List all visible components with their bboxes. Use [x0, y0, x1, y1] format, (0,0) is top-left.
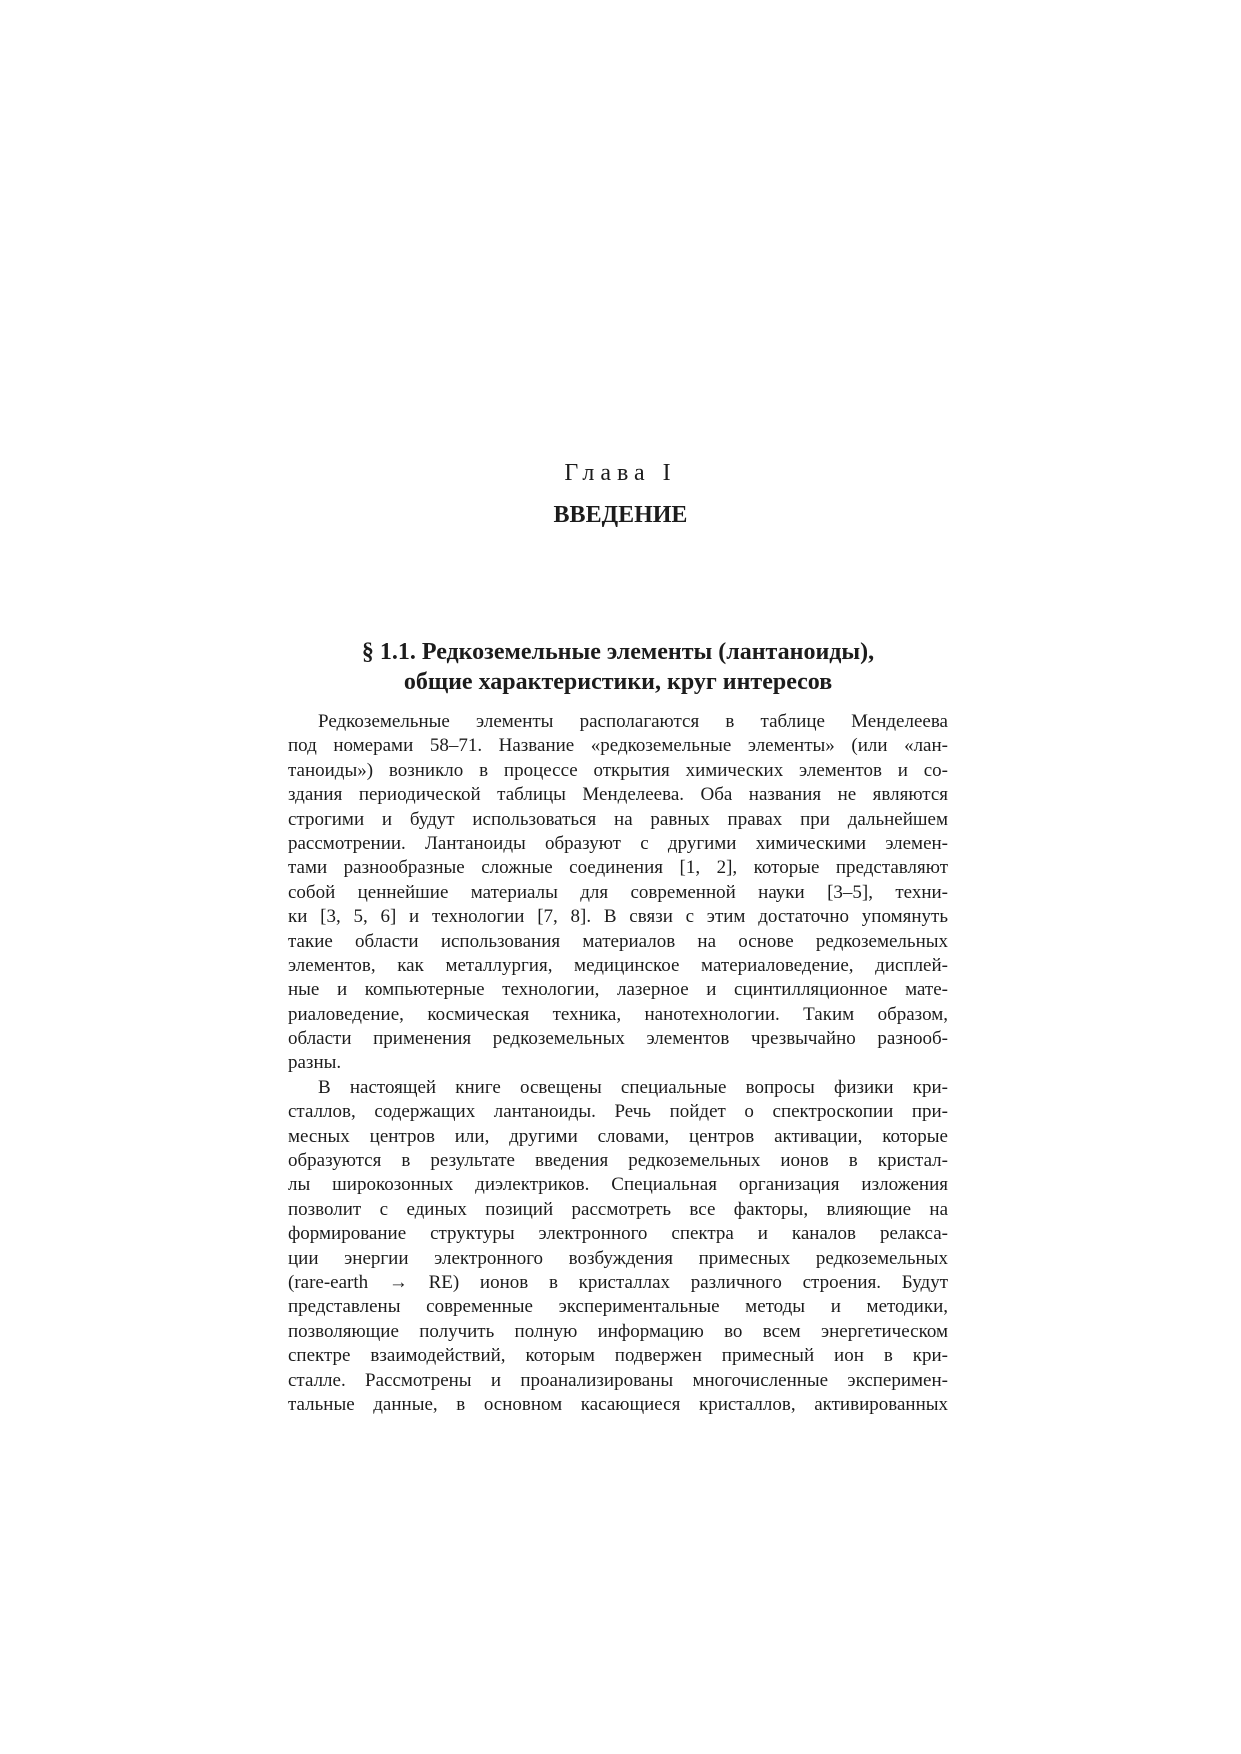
text-line: тальные данные, в основном касающиеся кристаллов, активированных: [288, 1393, 948, 1415]
text-line: В настоящей книге освещены специальные вопросы физики кри-: [318, 1076, 948, 1098]
text-line: под номерами 58–71. Название «редкоземельные элементы» (или «лан-: [288, 735, 948, 757]
text-line: представлены современные экспериментальные методы и методики,: [288, 1296, 948, 1318]
section-heading: [288, 637, 948, 697]
text-line: спектре взаимодействий, которым подвержен примесный ион в кри-: [288, 1345, 948, 1367]
text-line: разны.: [288, 1052, 342, 1074]
section-heading-line: общие характеристики, круг интересов: [403, 669, 833, 695]
text-line: сталлов, содержащих лантаноиды. Речь пойдет о спектроскопии при-: [288, 1101, 948, 1123]
text-line: рассмотрении. Лантаноиды образуют с другими химическими элемен-: [288, 832, 948, 854]
text-line: месных центров или, другими словами, центров активации, которые: [288, 1125, 948, 1147]
text-line: (rare-earth → RE) ионов в кристаллах различного строения. Будут: [288, 1271, 948, 1293]
text-line: области применения редкоземельных элементов чрезвычайно разнооб-: [288, 1028, 948, 1050]
text-line: риаловедение, космическая техника, нанотехнологии. Таким образом,: [288, 1003, 948, 1025]
text-line: таноиды») возникло в процессе открытия химических элементов и со-: [288, 759, 948, 781]
text-line: строгими и будут использоваться на равных правах при дальнейшем: [288, 808, 948, 830]
section-heading-line: § 1.1. Редкоземельные элементы (лантаноиды),: [361, 639, 875, 665]
text-line: такие области использования материалов на основе редкоземельных: [288, 930, 948, 952]
text-line: позволит с единых позиций рассмотреть все факторы, влияющие на: [288, 1198, 948, 1220]
chapter-label: Глава I: [564, 460, 677, 486]
text-line: элементов, как металлургия, медицинское материаловедение, дисплей-: [288, 954, 948, 976]
text-line: ные и компьютерные технологии, лазерное и сцинтилляционное мате-: [288, 979, 948, 1001]
text-line: ки [3, 5, 6] и технологии [7, 8]. В связи с этим достаточно упомянуть: [288, 906, 948, 928]
text-line: образуются в результате введения редкоземельных ионов в кристал-: [288, 1150, 948, 1172]
body-text: [288, 710, 948, 1417]
text-line: тами разнообразные сложные соединения [1, 2], которые представляют: [288, 857, 948, 879]
paragraph: [288, 1076, 948, 1417]
text-line: здания периодической таблицы Менделеева. Оба названия не являются: [288, 784, 948, 806]
text-line: ции энергии электронного возбуждения примесных редкоземельных: [288, 1247, 948, 1269]
text-line: формирование структуры электронного спектра и каналов релакса-: [288, 1223, 948, 1245]
text-line: сталле. Рассмотрены и проанализированы многочисленные эксперимен-: [288, 1369, 948, 1391]
chapter-title: ВВЕДЕНИЕ: [553, 502, 688, 528]
text-line: собой ценнейшие материалы для современной науки [3–5], техни-: [288, 881, 948, 903]
paragraph: [288, 710, 948, 1076]
text-line: лы широкозонных диэлектриков. Специальная организация изложения: [288, 1174, 948, 1196]
text-line: Редкоземельные элементы располагаются в таблице Менделеева: [318, 711, 948, 732]
text-line: позволяющие получить полную информацию во всем энергетическом: [288, 1320, 948, 1342]
